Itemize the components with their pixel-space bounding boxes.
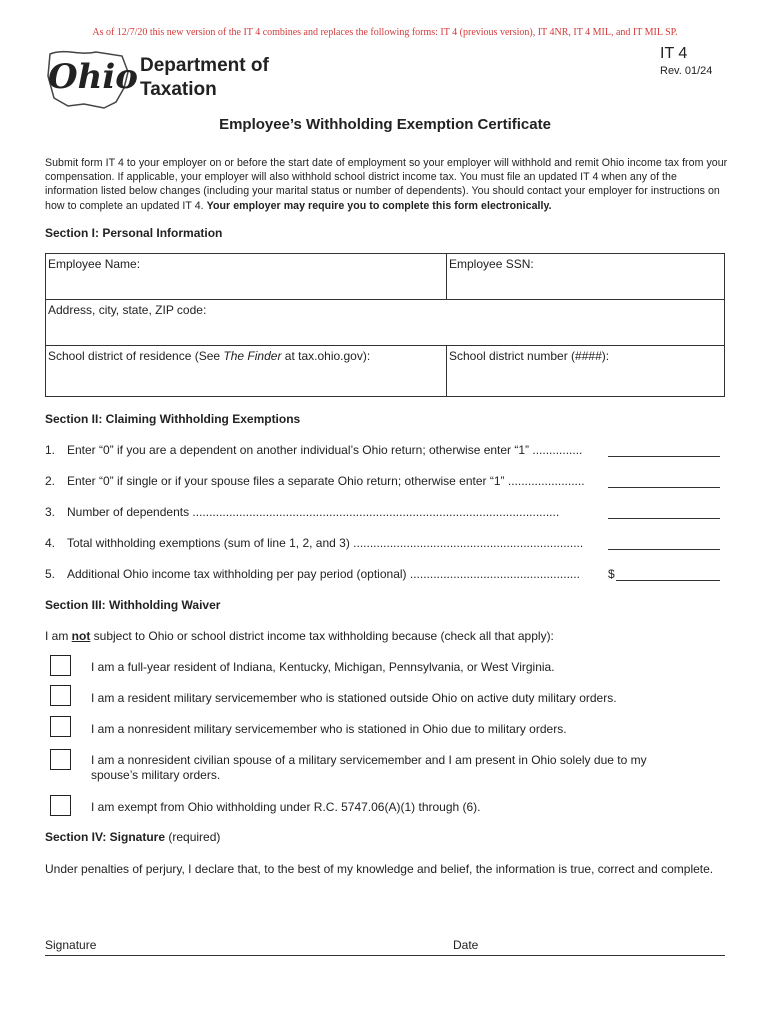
employee-ssn-field[interactable]	[446, 253, 725, 300]
department-name	[140, 54, 269, 102]
date-field[interactable]	[453, 920, 725, 955]
section4-heading	[45, 830, 220, 844]
signature-line	[45, 955, 725, 956]
date-label: Date	[453, 938, 479, 952]
waiver-option-3: I am a nonresident military servicemember who is stationed in Ohio due to military orders.	[91, 722, 567, 736]
intro-bold-text: Your employer may require you to complete this form electronically.	[206, 199, 552, 212]
the-finder-text: The Finder	[223, 349, 282, 363]
section4-title: Section IV: Signature	[45, 830, 166, 844]
perjury-declaration: Under penalties of perjury, I declare that, to the best of my knowledge and belief, the information is true, correct and complete.	[45, 862, 714, 876]
line-number: 1.	[45, 443, 56, 457]
section4-required-note: (required)	[168, 830, 221, 844]
line-text: Total withholding exemptions (sum of line 1, 2, and 3) .....................................................................	[67, 536, 584, 550]
form-title: Employee’s Withholding Exemption Certificate	[219, 116, 551, 133]
line-5-entry[interactable]	[616, 566, 720, 581]
line-2-entry[interactable]	[608, 473, 720, 488]
ohio-logo-text: Ohio	[48, 57, 138, 97]
line-number: 5.	[45, 567, 56, 581]
section1-heading: Section I: Personal Information	[45, 226, 223, 240]
school-district-label-post: at tax.ohio.gov):	[281, 349, 371, 363]
waiver-checkbox-1[interactable]	[50, 655, 71, 676]
school-district-field[interactable]	[45, 345, 447, 397]
employee-ssn-label: Employee SSN:	[449, 257, 534, 271]
waiver-checkbox-3[interactable]	[50, 716, 71, 737]
waiver-option-5: I am exempt from Ohio withholding under R.C. 5747.06(A)(1) through (6).	[91, 800, 481, 814]
line-text: Enter “0” if you are a dependent on another individual’s Ohio return; otherwise enter “1” ...............	[67, 443, 583, 457]
signature-label: Signature	[45, 938, 97, 952]
line-number: 3.	[45, 505, 56, 519]
waiver-not: not	[71, 629, 91, 643]
line-number: 2.	[45, 474, 56, 488]
line-text: Number of dependents ..............................................................................................................	[67, 505, 560, 519]
waiver-option-4: I am a nonresident civilian spouse of a military servicemember and I am present in Ohio solely due to my spouse’s military orders.	[91, 753, 647, 782]
waiver-option-2: I am a resident military servicemember who is stationed outside Ohio on active duty military orders.	[91, 691, 617, 705]
intro-text: Submit form IT 4 to your employer on or before the start date of employment so your employer will withhold and remit Ohio income tax from your compensation. If applicable, your employer will also withhold school district income tax. You must file an updated IT 4 when any of the information listed below changes (including your marital status or number of dependents). You should contact your employer for instructions on how to complete an updated IT 4.	[45, 157, 728, 212]
department-line1: Department of	[140, 55, 269, 76]
form-id: IT 4	[660, 45, 688, 62]
school-district-label	[48, 349, 370, 363]
waiver-lead-post: subject to Ohio or school district income tax withholding because (check all that apply):	[90, 629, 554, 643]
school-district-number-field[interactable]	[446, 345, 725, 397]
signature-field[interactable]	[45, 920, 445, 955]
waiver-checkbox-5[interactable]	[50, 795, 71, 816]
form-revision: Rev. 01/24	[660, 65, 713, 77]
school-district-number-label: School district number (####):	[449, 349, 610, 363]
waiver-checkbox-2[interactable]	[50, 685, 71, 706]
line-1-entry[interactable]	[608, 442, 720, 457]
address-label: Address, city, state, ZIP code:	[48, 303, 207, 317]
dollar-sign: $	[608, 567, 615, 581]
department-line2: Taxation	[140, 79, 217, 100]
employee-name-field[interactable]	[45, 253, 447, 300]
school-district-label-pre: School district of residence (See	[48, 349, 224, 363]
waiver-lead	[45, 629, 554, 643]
waiver-checkbox-4[interactable]	[50, 749, 71, 770]
section2-heading: Section II: Claiming Withholding Exemptions	[45, 412, 301, 426]
line-4-entry[interactable]	[608, 535, 720, 550]
intro-paragraph	[45, 156, 729, 213]
waiver-lead-pre: I am	[45, 629, 72, 643]
line-3-entry[interactable]	[608, 504, 720, 519]
address-field[interactable]	[45, 299, 725, 346]
line-text: Enter “0” if single or if your spouse files a separate Ohio return; otherwise enter “1” .......................	[67, 474, 585, 488]
employee-name-label: Employee Name:	[48, 257, 141, 271]
waiver-option-1: I am a full-year resident of Indiana, Kentucky, Michigan, Pennsylvania, or West Virginia.	[91, 660, 555, 674]
section3-heading: Section III: Withholding Waiver	[45, 598, 221, 612]
line-number: 4.	[45, 536, 56, 550]
form-replacement-notice: As of 12/7/20 this new version of the IT 4 combines and replaces the following forms: IT 4 (previous version), IT 4NR, IT 4 MIL, and IT MIL SP.	[92, 27, 678, 38]
line-text: Additional Ohio income tax withholding per pay period (optional) ...................................................	[67, 567, 580, 581]
